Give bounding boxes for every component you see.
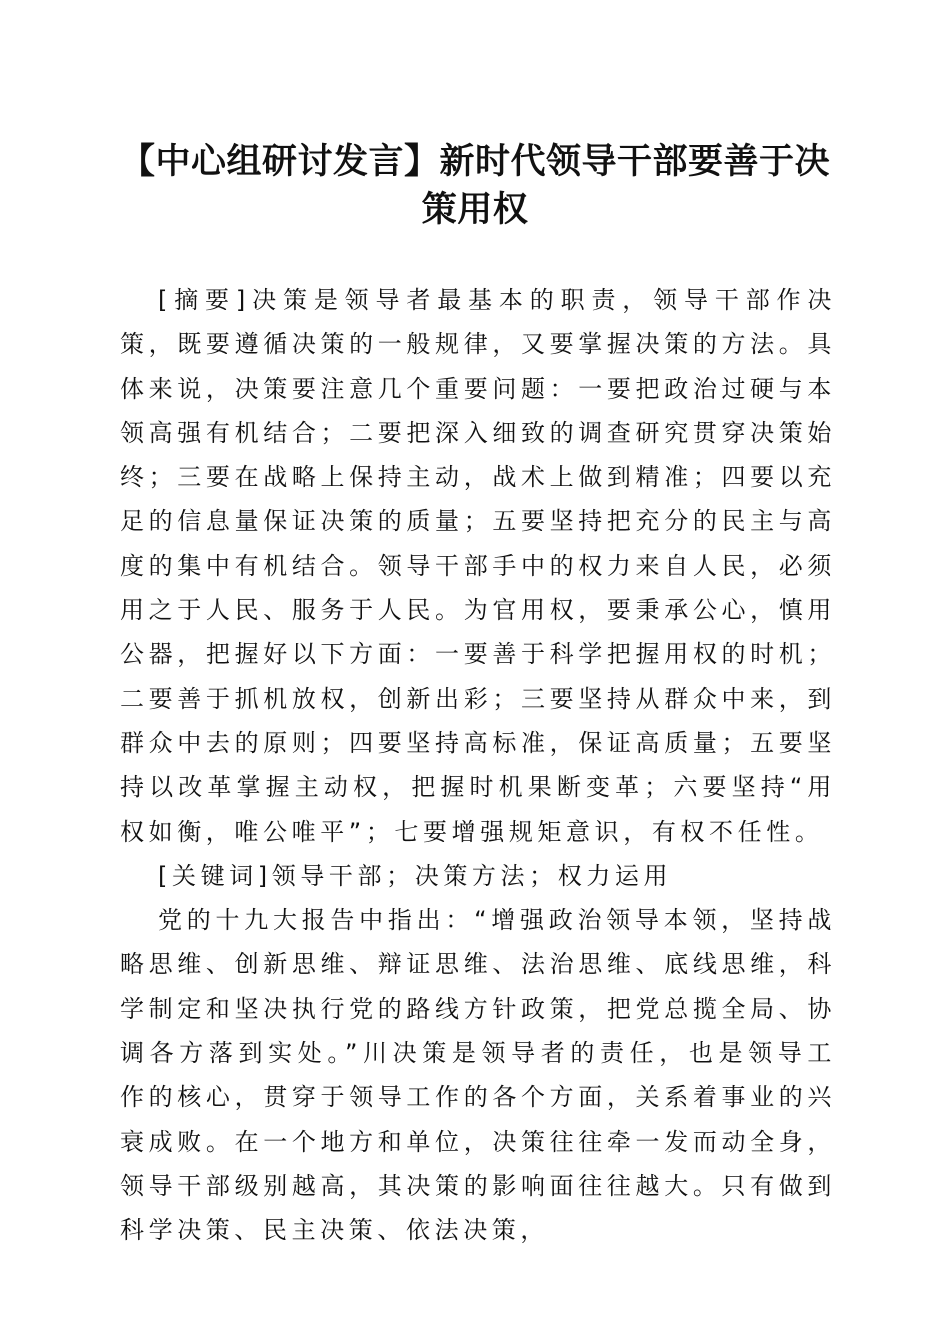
document-title: 【中心组研讨发言】新时代领导干部要善于决策用权 (119, 141, 830, 230)
body-paragraph: 党的十九大报告中指出：“增强政治领导本领，坚持战略思维、创新思维、辩证思维、法治思维、底线思维，科学制定和坚决执行党的路线方针政策，把党总揽全局、协调各方落到实处。”川决策是领导者的责任，也是领导工作的核心，贯穿于领导工作的各个方面，关系着事业的兴衰成败。在一个地方和单位，决策往往牵一发而动全身，领导干部级别越高，其决策的影响面往往越大。只有做到科学决策、民主决策、依法决策， (120, 906, 836, 1245)
keywords-paragraph: [关键词]领导干部；决策方法；权力运用 (158, 861, 673, 890)
document-body (120, 278, 836, 1253)
abstract-paragraph: [摘要]决策是领导者最基本的职责，领导干部作决策，既要遵循决策的一般规律，又要掌握决策的方法。具体来说，决策要注意几个重要问题：一要把政治过硬与本领高强有机结合；二要把深入细致的调查研究贯穿决策始终；三要在战略上保持主动，战术上做到精准；四要以充足的信息量保证决策的质量；五要坚持把充分的民主与高度的集中有机结合。领导干部手中的权力来自人民，必须用之于人民、服务于人民。为官用权，要秉承公心，慎用公器，把握好以下方面：一要善于科学把握用权的时机；二要善于抓机放权，创新出彩；三要坚持从群众中来，到群众中去的原则；四要坚持高标准，保证高质量；五要坚持以改革掌握主动权，把握时机果断变革；六要坚持“用权如衡，唯公唯平”；七要增强规矩意识，有权不任性。 (120, 286, 836, 846)
